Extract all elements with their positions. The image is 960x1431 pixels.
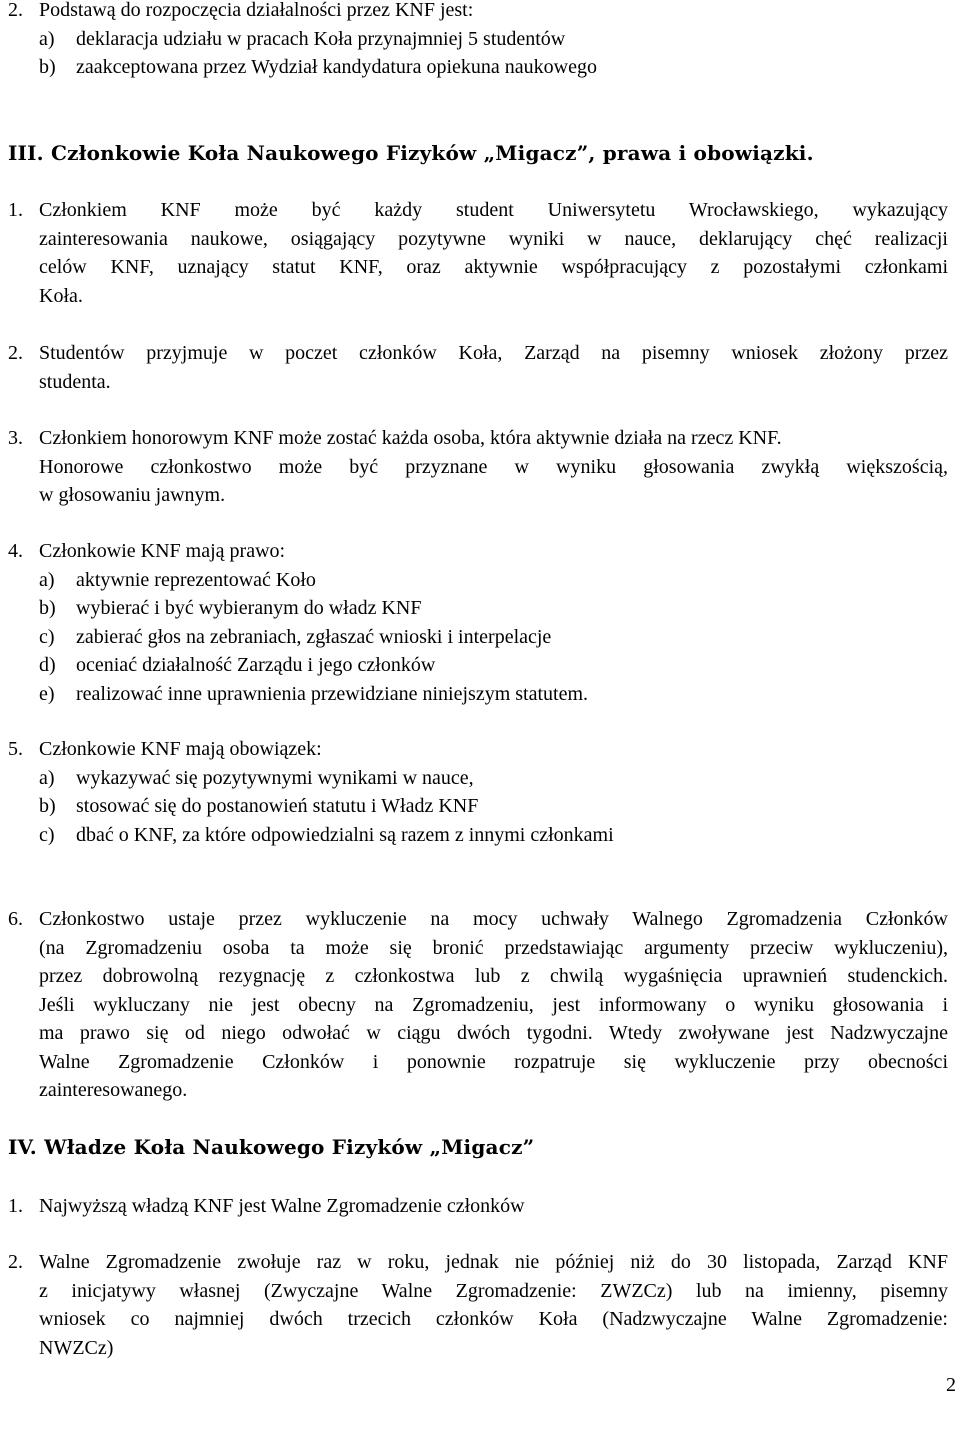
item-number: 2. [8, 1251, 23, 1273]
item-number: 1. [8, 1195, 23, 1217]
subitem-letter: b) [39, 597, 56, 619]
sec4-item-2 [8, 1248, 948, 1362]
subitem-text: oceniać działalność Zarządu i jego członków [76, 654, 436, 676]
item-text: Podstawą do rozpoczęcia działalności przez KNF jest: [39, 0, 474, 21]
subitem-text: dbać o KNF, za które odpowiedzialni są razem z innymi członkami [76, 823, 614, 846]
item-text: Członkiem KNF może być każdy student Uniwersytetu Wrocławskiego, wykazujący zainteresowania naukowe, osiągający pozytywne wyniki w nauce, deklarujący chęć realizacji celów KNF, uznający statut KNF, oraz aktywnie współpracujący z pozostałymi członkami Koła. [39, 199, 948, 307]
subitem-letter: b) [39, 795, 56, 817]
sec3-item-4 [8, 537, 948, 708]
subitem [39, 680, 948, 709]
subitem-text: aktywnie reprezentować Koło [76, 568, 316, 591]
section-4-heading: IV. Władze Koła Naukowego Fizyków „Migacz” [8, 1135, 535, 1159]
sec4-item-1 [8, 1192, 948, 1221]
item-number: 2. [8, 342, 23, 364]
item-number: 6. [8, 908, 23, 930]
item-text: Walne Zgromadzenie zwołuje raz w roku, jednak nie później niż do 30 listopada, Zarząd KNF z inicjatywy własnej (Zwyczajne Walne Zgromadzenie: ZWZCz) lub na imienny, pisemny wniosek co najmniej dwóch trzecich członków Koła (Nadzwyczajne Walne Zgromadzenie: NWZCz) [39, 1251, 948, 1359]
subitem [39, 821, 948, 850]
subitem-text: realizować inne uprawnienia przewidziane niniejszym statutem. [76, 682, 589, 705]
subitem-letter: a) [39, 27, 55, 50]
sec2-item-2 [8, 0, 948, 82]
item-text: Członkostwo ustaje przez wykluczenie na mocy uchwały Walnego Zgromadzenia Członków (na Zgromadzeniu osoba ta może się bronić przedstawiając argumenty przeciw wykluczeniu), przez dobrowolną rezygnację z członkostwa lub z chwilą wygaśnięcia uprawnień studenckich. Jeśli wykluczany nie jest obecny na Zgromadzeniu, jest informowany o wyniku głosowania i ma prawo się od niego odwołać w ciągu dwóch tygodni. Wtedy zwoływane jest Nadzwyczajne Walne Zgromadzenie Członków i ponownie rozpatruje się wykluczenie przy obecności zainteresowanego. [39, 908, 948, 1101]
sec3-item-2 [8, 339, 948, 396]
sec3-item-6 [8, 905, 948, 1105]
subitem-text: stosować się do postanowień statutu i Władz KNF [76, 795, 479, 817]
subitem [39, 25, 948, 54]
subitem-letter: d) [39, 654, 56, 676]
sec3-item-3 [8, 424, 948, 510]
section-3-heading: III. Członkowie Koła Naukowego Fizyków „Migacz”, prawa i obowiązki. [8, 141, 814, 165]
item-number: 2. [8, 0, 23, 21]
subitem [39, 792, 948, 821]
item-number: 4. [8, 540, 23, 562]
subitem-text: zabierać głos na zebraniach, zgłaszać wnioski i interpelacje [76, 625, 552, 648]
subitem-letter: b) [39, 56, 56, 78]
item-number: 5. [8, 738, 23, 760]
subitem-letter: a) [39, 766, 55, 789]
subitem-letter: c) [39, 625, 55, 648]
subitem-letter: a) [39, 568, 55, 591]
subitem-letter: e) [39, 682, 55, 705]
subitem [39, 651, 948, 680]
item-text: Członkowie KNF mają prawo: [39, 540, 286, 562]
item-number: 1. [8, 199, 23, 221]
page-number: 2 [946, 1374, 956, 1396]
item-text: Studentów przyjmuje w poczet członków Koła, Zarząd na pisemny wniosek złożony przez studenta. [39, 342, 948, 393]
item-text: Członkowie KNF mają obowiązek: [39, 738, 322, 760]
sec3-item-1 [8, 196, 948, 310]
subitem-letter: c) [39, 823, 55, 846]
subitem [39, 764, 948, 793]
item-number: 3. [8, 427, 23, 449]
subitem-text: wybierać i być wybieranym do władz KNF [76, 597, 422, 619]
subitem [39, 623, 948, 652]
subitem [39, 53, 948, 82]
item-text: Najwyższą władzą KNF jest Walne Zgromadzenie członków [39, 1195, 525, 1217]
subitem-text: zaakceptowana przez Wydział kandydatura opiekuna naukowego [76, 56, 597, 78]
subitem-text: deklaracja udziału w pracach Koła przynajmniej 5 studentów [76, 27, 566, 50]
sec3-item-5 [8, 735, 948, 849]
subitem-text: wykazywać się pozytywnymi wynikami w nauce, [76, 766, 474, 789]
item-text: Członkiem honorowym KNF może zostać każda osoba, która aktywnie działa na rzecz KNF. Honorowe członkostwo może być przyznane w wyniku głosowania zwykłą większością, w głosowaniu jawnym. [39, 427, 948, 506]
subitem [39, 566, 948, 595]
subitem [39, 594, 948, 623]
